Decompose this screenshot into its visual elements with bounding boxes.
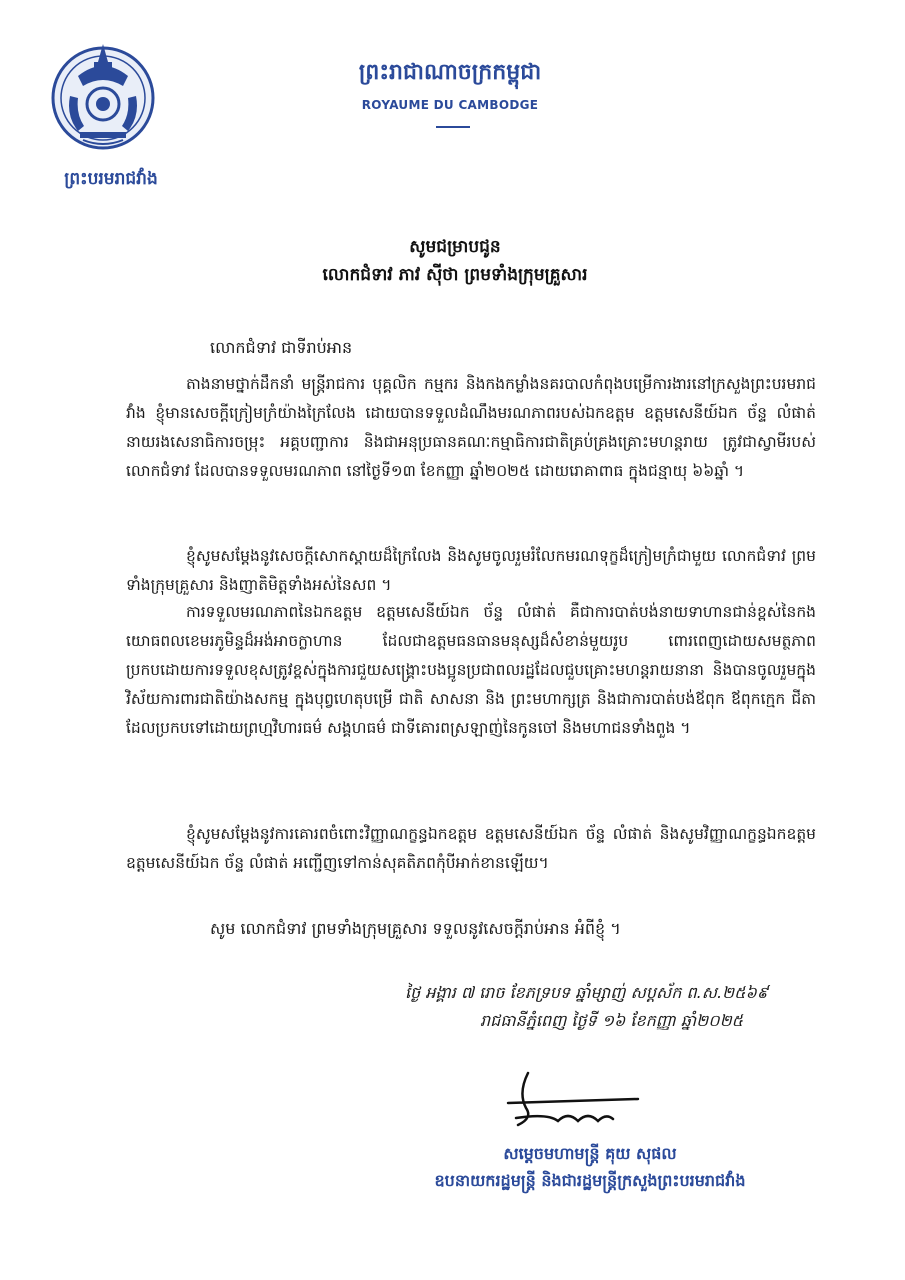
handwritten-signature [488, 1063, 648, 1143]
recipient-line-2: លោកជំទាវ ភាវ ស៊ីថា ព្រមទាំងក្រុមគ្រួសារ [322, 265, 588, 285]
ministry-name: ព្រះបរមរាជវាំង [64, 169, 158, 189]
closing-line: សូម លោកជំទាវ ព្រមទាំងក្រុមគ្រួសារ ទទួលនូវសេចក្តីរាប់អាន អំពីខ្ញុំ ។ [210, 919, 621, 938]
body-paragraph: តាងនាមថ្នាក់ដឹកនាំ មន្ត្រីរាជការ បុគ្គលិក កម្មករ និងកងកម្លាំងនគរបាលកំពុងបម្រើការងារនៅក្រសួងព្រះបរមរាជវាំង ខ្ញុំមានសេចក្តីក្រៀមក្រំយ៉ាងក្រៃលែង ដោយបានទទួលដំណឹងមរណភាពរបស់ឯកឧត្តម ឧត្តមសេនីយ៍ឯក ច័ន្ទ លំផាត់ នាយរងសេនាធិការចម្រុះ អគ្គបញ្ជាការ និងជាអនុប្រធានគណៈកម្មាធិការជាតិគ្រប់គ្រងគ្រោះមហន្តរាយ ត្រូវជាស្វាមីរបស់ លោកជំទាវ ដែលបានទទួលមរណភាព នៅថ្ងៃទី១៣ ខែកញ្ញា ឆ្នាំ២០២៥ ដោយរោគាពាធ ក្នុងជន្មាយុ ៦៦ឆ្នាំ ។ [126, 375, 816, 480]
body-paragraph: ការទទួលមរណភាពនៃឯកឧត្តម ឧត្តមសេនីយ៍ឯក ច័ន្ទ លំផាត់ គឺជាការបាត់បង់នាយទាហានជាន់ខ្ពស់នៃកងយោធពលខេមរភូមិន្ទដ៏អង់អាចក្លាហាន ដែលជាឧត្តមធនធានមនុស្សដ៏សំខាន់មួយរូប ពោរពេញដោយសមត្ថភាព ប្រកបដោយការទទួលខុសត្រូវខ្ពស់ក្នុងការជួយសង្គ្រោះបងប្អូនប្រជាពលរដ្ឋដែលជួបគ្រោះមហន្តរាយនានា និងបានចូលរួមក្នុងវិស័យការពារជាតិយ៉ាងសកម្ម ក្នុងបុព្វហេតុបម្រើ ជាតិ សាសនា និង ព្រះមហាក្សត្រ និងជាការបាត់បង់ឪពុក ឪពុកក្មេក ជីតា ដែលប្រកបទៅដោយព្រហ្មវិហារធម៌ សង្គហធម៌ ជាទីគោរពស្រឡាញ់នៃកូនចៅ និងមហាជនទាំងពួង ។ [126, 603, 816, 737]
date-lunar: ថ្ងៃ អង្គារ ៧ រោច ខែភទ្របទ ឆ្នាំម្សាញ់ សប្តស័ក ព.ស.២៥៦៩ [405, 983, 769, 1002]
kingdom-title-fr: ROYAUME DU CAMBODGE [361, 98, 539, 112]
royal-palace-emblem-icon [48, 36, 158, 156]
date-solar: រាជធានីភ្នំពេញ ថ្ងៃទី ១៦ ខែកញ្ញា ឆ្នាំ២០២៥ [480, 1011, 743, 1030]
body-paragraph: ខ្ញុំសូមសម្តែងនូវសេចក្តីសោកស្តាយដ៏ក្រៃលែង និងសូមចូលរួមរំលែកមរណទុក្ខដ៏ក្រៀមក្រំជាមួយ លោកជំទាវ ព្រមទាំងក្រុមគ្រួសារ និងញាតិមិត្តទាំងអស់នៃសព ។ [126, 547, 816, 594]
header-divider [436, 126, 470, 128]
signatory-name: សម្តេចមហាមន្ត្រី គុយ សុផល [503, 1144, 677, 1163]
salutation: លោកជំទាវ ជាទីរាប់អាន [210, 338, 353, 357]
signatory-title: ឧបនាយករដ្ឋមន្ត្រី និងជារដ្ឋមន្ត្រីក្រសួងព្រះបរមរាជវាំង [434, 1171, 746, 1190]
body-paragraph: ខ្ញុំសូមសម្តែងនូវការគោរពចំពោះវិញ្ញាណក្ខន្ធឯកឧត្តម ឧត្តមសេនីយ៍ឯក ច័ន្ទ លំផាត់ និងសូមវិញ្ញាណក្ខន្ធឯកឧត្តម ឧត្តមសេនីយ៍ឯក ច័ន្ទ លំផាត់ អញ្ជើញទៅកាន់សុគតិភពកុំបីអាក់ខានឡើយ។ [126, 825, 816, 872]
kingdom-title: ព្រះរាជាណាចក្រកម្ពុជា [358, 60, 542, 85]
recipient-line-1: សូមជម្រាបជូន [409, 237, 501, 257]
